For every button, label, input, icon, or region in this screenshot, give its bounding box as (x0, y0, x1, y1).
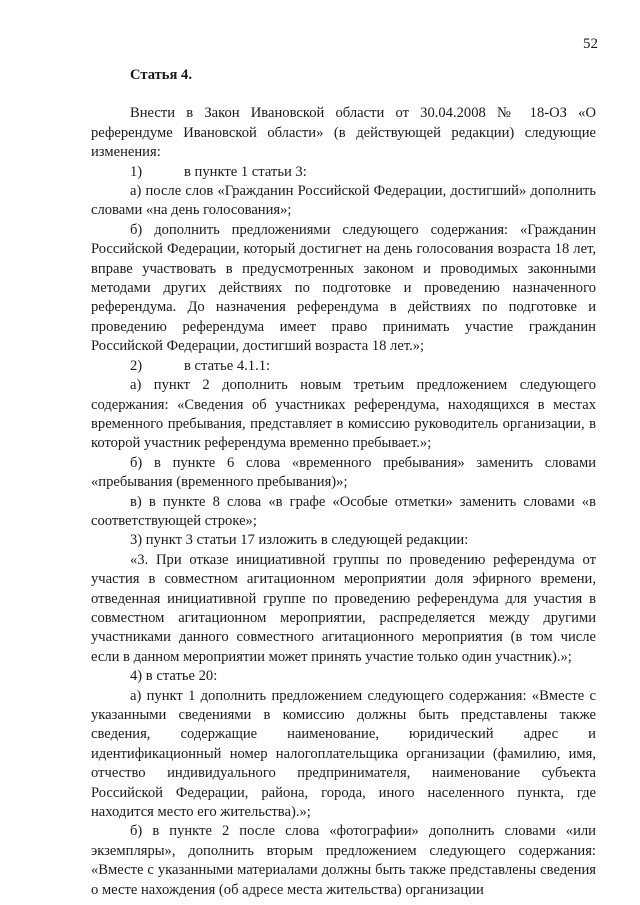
paragraph: б) в пункте 2 после слова «фотографии» дополнить словами «или экземпляры», дополнить вторым предложением следующего содержания: «Вместе с указанными материалами должны быть также представлены сведения о месте нахождения (об адресе места жительства) организации (91, 823, 596, 898)
article-heading: Статья 4. (130, 67, 192, 83)
intro-paragraph: Внести в Закон Ивановской области от 30.04.2008 № 18-ОЗ «О референдуме Ивановской области» (в действующей редакции) следующие изменения: (91, 105, 596, 161)
item-number: 2) (130, 357, 143, 374)
item-text: в статье 4.1.1: (184, 357, 271, 374)
paragraph: 3) пункт 3 статьи 17 изложить в следующей редакции: (130, 532, 469, 549)
document-body (91, 66, 596, 900)
paragraph: в) в пункте 8 слова «в графе «Особые отметки» заменить словами «в соответствующей строке»; (91, 493, 596, 529)
numbered-item (91, 163, 596, 182)
paragraph: а) пункт 1 дополнить предложением следующего содержания: «Вместе с указанными сведениями в комиссию должны быть представлены также сведения, содержащие наименование, юридический адрес и идентификационный номер налогоплательщика организации (фамилию, имя, отчество индивидуального предпринимателя, наименование субъекта Российской Федерации, района, города, иного населенного пункта, где находится место его жительства).»; (91, 687, 596, 821)
paragraph: б) в пункте 6 слова «временного пребывания» заменить словами «пребывания (временного пребывания)»; (91, 454, 596, 491)
paragraph: б) дополнить предложениями следующего содержания: «Гражданин Российской Федерации, который достигнет на день голосования возраста 18 лет, вправе участвовать в предусмотренных законом и проводимых законными методами других действиях по подготовке и проведению назначенного референдума. До назначения референдума в действиях по подготовке и проведению референдума имеет право принимать участие гражданин Российской Федерации, достигший возраста 18 лет.»; (91, 221, 596, 355)
page-number: 52 (583, 36, 598, 52)
numbered-item (91, 357, 596, 376)
item-number: 1) (130, 163, 143, 180)
paragraph: 4) в статье 20: (130, 668, 218, 685)
item-text: в пункте 1 статьи 3: (184, 163, 307, 180)
paragraph: а) пункт 2 дополнить новым третьим предложением следующего содержания: «Сведения об участниках референдума, находящихся в местах временного пребывания, представляет в комиссию руководитель организации, в которой участник референдума временно пребывает.»; (91, 377, 596, 452)
quoted-paragraph: «3. При отказе инициативной группы по проведению референдума от участия в совместном агитационном мероприятии доля эфирного времени, отведенная инициативной группе по проведению референдума для участия в совместном агитационном мероприятии, распределяется между другими участниками данного совместного агитационного мероприятия (в том числе если в данном мероприятии может принять участие только один участник).»; (91, 551, 596, 665)
paragraph: а) после слов «Гражданин Российской Федерации, достигший» дополнить словами «на день голосования»; (91, 183, 596, 219)
